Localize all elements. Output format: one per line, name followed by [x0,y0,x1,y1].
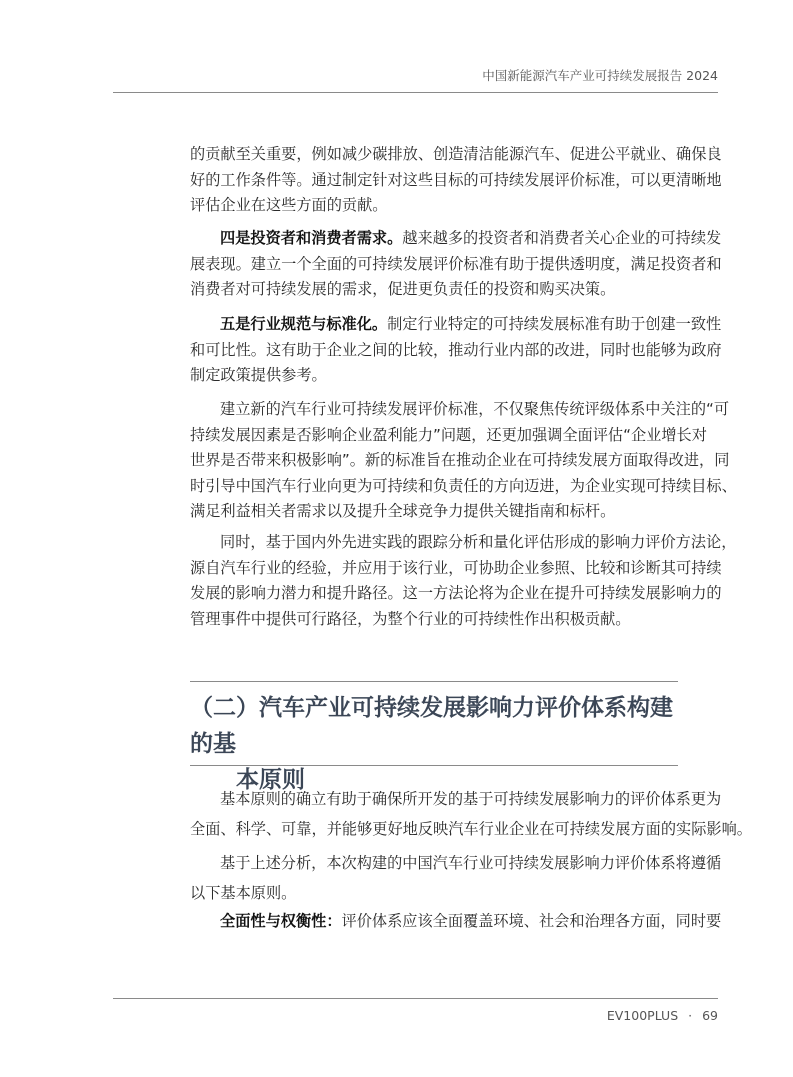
line-text: 源自汽车行业的经验，并应用于该行业，可协助企业参照、比较和诊断其可持续 [190,558,722,577]
paragraph [190,784,752,844]
section-title-line1: 汽车产业可持续发展影响力评价体系构建的基 [190,695,673,757]
paragraph [190,848,722,908]
line-text: 制定行业特定的可持续发展标准有助于创建一致性 [387,315,722,333]
text-line [190,474,737,500]
text-line [190,168,722,194]
line-text: 时引导中国汽车行业向更为可持续和负责任的方向迈进，为企业实现可持续目标、 [190,476,737,495]
line-text: 制定政策提供参考。 [190,366,327,384]
paragraph [190,142,722,219]
paragraph [190,397,737,525]
line-text: 越来越多的投资者和消费者关心企业的可持续发 [402,229,722,247]
section-number: （二） [190,695,259,721]
line-text: 展表现。建立一个全面的可持续发展评价标准有助于提供透明度，满足投资者和 [190,254,722,273]
line-text: 评估企业在这些方面的贡献。 [190,196,388,214]
line-text: 管理事件中提供可行路径，为整个行业的可持续性作出积极贡献。 [190,609,631,628]
text-line [190,784,722,814]
line-text: 好的工作条件等。通过制定针对这些目标的可持续发展评价标准，可以更清晰地 [190,170,722,189]
section-title-line2: 本原则 [236,767,305,793]
page-number: 69 [702,1008,718,1023]
text-line [190,312,722,338]
text-line [190,878,682,908]
line-text: 同时，基于国内外先进实践的跟踪分析和量化评估形成的影响力评价方法论， [220,533,737,551]
text-line [190,581,722,607]
line-text: 全面、科学、可靠，并能够更好地反映汽车行业企业在可持续发展方面的实际影响。 [190,820,752,838]
text-line [190,556,722,582]
header-divider [113,92,718,93]
line-text: 基本原则的确立有助于确保所开发的基于可持续发展影响力的评价体系更为 [220,790,722,808]
text-line [190,338,722,364]
footer-divider [113,998,718,999]
paragraph-lead: 全面性与权衡性： [220,912,342,930]
section-heading [190,690,682,798]
line-text: 以下基本原则。 [190,884,297,902]
line-text: 消费者对可持续发展的需求，促进更负责任的投资和购买决策。 [190,280,616,298]
paragraph [190,906,722,936]
line-text: 和可比性。这有助于企业之间的比较，推动行业内部的改进，同时也能够为政府 [190,340,722,359]
text-line [190,423,707,449]
paragraph-lead: 五是行业规范与标准化。 [220,315,388,333]
section-top-divider [190,681,678,682]
text-line [190,848,722,878]
header-title: 中国新能源汽车产业可持续发展报告 2024 [482,68,718,83]
line-text: 发展的影响力潜力和提升路径。这一方法论将为企业在提升可持续发展影响力的 [190,584,722,602]
text-line [190,397,730,423]
line-text: 满足利益相关者需求以及提升全球竞争力提供关键指南和标杆。 [190,502,616,520]
section-bottom-divider [190,765,678,766]
text-line [190,607,682,633]
line-text: 的贡献至关重要，例如减少碳排放、创造清洁能源汽车、促进公平就业、确保良 [190,145,722,163]
text-line [190,142,722,168]
line-text: 持续发展因素是否影响企业盈利能力”问题，还更加强调全面评估“企业增长对 [190,425,707,444]
text-line [190,193,682,219]
text-line [190,530,737,556]
text-line [190,226,722,252]
paragraph-lead: 四是投资者和消费者需求。 [220,229,403,247]
paragraph [190,312,722,389]
text-line [190,277,682,303]
paragraph [190,226,722,303]
text-line [190,906,722,936]
footer-brand: EV100PLUS [606,1008,679,1023]
footer-separator: · [688,1008,693,1023]
line-text: 评价体系应该全面覆盖环境、社会和治理各方面，同时要 [341,912,722,930]
line-text: 基于上述分析，本次构建的中国汽车行业可持续发展影响力评价体系将遵循 [220,854,722,872]
text-line [190,814,752,844]
line-text: 世界是否带来积极影响”。新的标准旨在推动企业在可持续发展方面取得改进，同 [190,451,730,469]
page-footer [607,1008,718,1023]
paragraph [190,530,737,632]
text-line [190,252,722,278]
line-text: 建立新的汽车行业可持续发展评价标准，不仅聚焦传统评级体系中关注的“可 [220,400,730,418]
text-line [190,448,730,474]
text-line [190,363,682,389]
text-line [190,499,682,525]
